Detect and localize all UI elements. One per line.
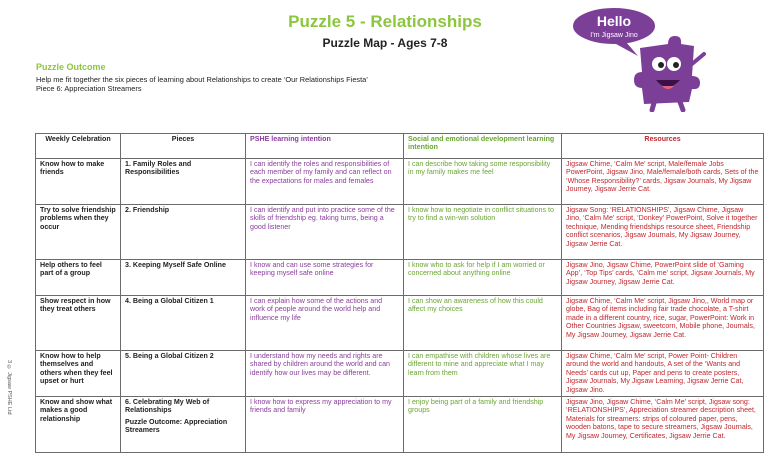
resources-cell: Jigsaw Chime, ‘Calm Me’ script, Male/female Jobs PowerPoint, Jigsaw Jino, Male/female/both cards, Sets of the ‘Whose Responsibility?’ cards, Jigsaw Journals, My Jigsaw Journey, Jigsaw Jerrie Cat. (562, 159, 764, 205)
table-row (36, 159, 764, 205)
pshe-cell: I can identify and put into practice some of the skills of friendship eg. taking turns, being a good listener (246, 205, 404, 260)
piece-outcome: Puzzle Outcome: Appreciation Streamers (125, 417, 228, 435)
sed-cell: I know how to negotiate in conflict situations to try to find a win-win solution (404, 205, 562, 260)
resources-cell: Jigsaw Chime, ‘Calm Me’ script, Power Point- Children around the world and handouts, A set of the ‘Wants and Needs’ cards cut up, Paper and pens to create posters, Jigsaw Journals, My Jigsaw Learning, Jigsaw Jerrie Cat, Jigsaw Jino. (562, 351, 764, 397)
resources-cell: Jigsaw Jino, Jigsaw Chime, PowerPoint slide of ‘Gaming App’, ‘Top Tips’ cards, ‘Calm me’ script, Jigsaw Journals, My Jigsaw Journey, Jigsaw Jerrie Cat. (562, 260, 764, 296)
outcome-heading: Puzzle Outcome (36, 62, 106, 72)
table-row (36, 351, 764, 397)
header-social-emotional-intention: Social and emotional development learning intention (404, 134, 562, 159)
resources-cell: Jigsaw Chime, ‘Calm Me’ script, Jigsaw Jino,, World map or globe, Bag of items including fair trade chocolate, a T-shirt made in a different country, rice, sugar, PowerPoint: Work in Other Countries Jigsaw, sweetcorn, Mobile phone, Journals, My Jigsaw Journey, Jigsaw Jerrie Cat. (562, 296, 764, 351)
table-row (36, 205, 764, 260)
jino-pupil-left (658, 62, 664, 68)
celebration-cell: Try to solve friendship problems when they occur (36, 205, 121, 260)
header-resources: Resources (562, 134, 764, 159)
outcome-line-1: Help me fit together the six pieces of learning about Relationships to create ‘Our Relationships Fiesta’ (36, 75, 368, 84)
piece-cell (121, 397, 246, 453)
celebration-cell: Know how to make friends (36, 159, 121, 205)
page-subtitle: Puzzle Map - Ages 7-8 (322, 36, 448, 50)
piece-cell: 3. Keeping Myself Safe Online (121, 260, 246, 296)
piece-title: 6. Celebrating My Web of Relationships (125, 398, 210, 415)
pshe-cell: I know and can use some strategies for keeping myself safe online (246, 260, 404, 296)
outcome-text (36, 75, 368, 93)
header-pshe-intention: PSHE learning intention (246, 134, 404, 159)
puzzle-map-table (35, 133, 764, 453)
resources-cell: Jigsaw Song: ‘RELATIONSHIPS’, Jigsaw Chime, Jigsaw Jino, ‘Calm Me’ script, ‘Donkey’ PowerPoint, Solve it together technique, Mending friendships resource sheet, Friendship conflict scenarios, Jigsaw Journals, My Jigsaw Journey, Jigsaw Jerrie Cat. (562, 205, 764, 260)
sed-cell: I can empathise with children whose lives are different to mine and appreciate what I may learn from them (404, 351, 562, 397)
celebration-cell: Know how to help themselves and others when they feel upset or hurt (36, 351, 121, 397)
table-row (36, 296, 764, 351)
sed-cell: I enjoy being part of a family and friendship groups (404, 397, 562, 453)
celebration-cell: Show respect in how they treat others (36, 296, 121, 351)
table-row (36, 397, 764, 453)
copyright-sidebar (2, 360, 12, 415)
outcome-line-2: Piece 6: Appreciation Streamers (36, 84, 142, 93)
page-title: Puzzle 5 - Relationships (288, 12, 482, 31)
resources-cell: Jigsaw Jino, Jigsaw Chime, ‘Calm Me’ script, Jigsaw song: ‘RELATIONSHIPS’, Appreciation streamer description sheet, Materials for streamers: strips of coloured paper, pens, wooden batons, tape to secure streamers, Jigsaw Journals, My Jigsaw Journey, Certificates, Jigsaw Jerrie Cat. (562, 397, 764, 453)
header-weekly-celebration: Weekly Celebration (36, 134, 121, 159)
jino-arm (692, 54, 704, 64)
speech-bubble-tail (616, 42, 638, 56)
pshe-cell: I understand how my needs and rights are shared by children around the world and can identify how our lives may be different. (246, 351, 404, 397)
piece-cell: 4. Being a Global Citizen 1 (121, 296, 246, 351)
sed-cell: I know who to ask for help if I am worried or concerned about anything online (404, 260, 562, 296)
header-pieces: Pieces (121, 134, 246, 159)
jino-leg-left (652, 103, 654, 110)
jino-pupil-right (673, 62, 679, 68)
table-header-row (36, 134, 764, 159)
bubble-subtitle: I’m Jigsaw Jino (590, 32, 638, 39)
jino-leg-right (680, 102, 683, 110)
bubble-title: Hello (596, 13, 632, 29)
sed-cell: I can show an awareness of how this could affect my choices (404, 296, 562, 351)
pshe-cell: I can explain how some of the actions and work of people around the world help and influence my life (246, 296, 404, 351)
pshe-cell: I know how to express my appreciation to my friends and family (246, 397, 404, 453)
jigsaw-jino-mascot (556, 4, 706, 112)
copyright-text: © Jigsaw PSHE Ltd (6, 364, 12, 415)
celebration-cell: Know and show what makes a good relationship (36, 397, 121, 453)
pshe-cell: I can identify the roles and responsibilities of each member of my family and can reflect on the expectations for males and females (246, 159, 404, 205)
piece-cell: 5. Being a Global Citizen 2 (121, 351, 246, 397)
piece-cell: 1. Family Roles and Responsibilities (121, 159, 246, 205)
piece-cell: 2. Friendship (121, 205, 246, 260)
celebration-cell: Help others to feel part of a group (36, 260, 121, 296)
jino-body (634, 36, 700, 104)
table-row (36, 260, 764, 296)
sed-cell: I can describe how taking some responsibility in my family makes me feel (404, 159, 562, 205)
page-number: 3 (6, 360, 12, 364)
